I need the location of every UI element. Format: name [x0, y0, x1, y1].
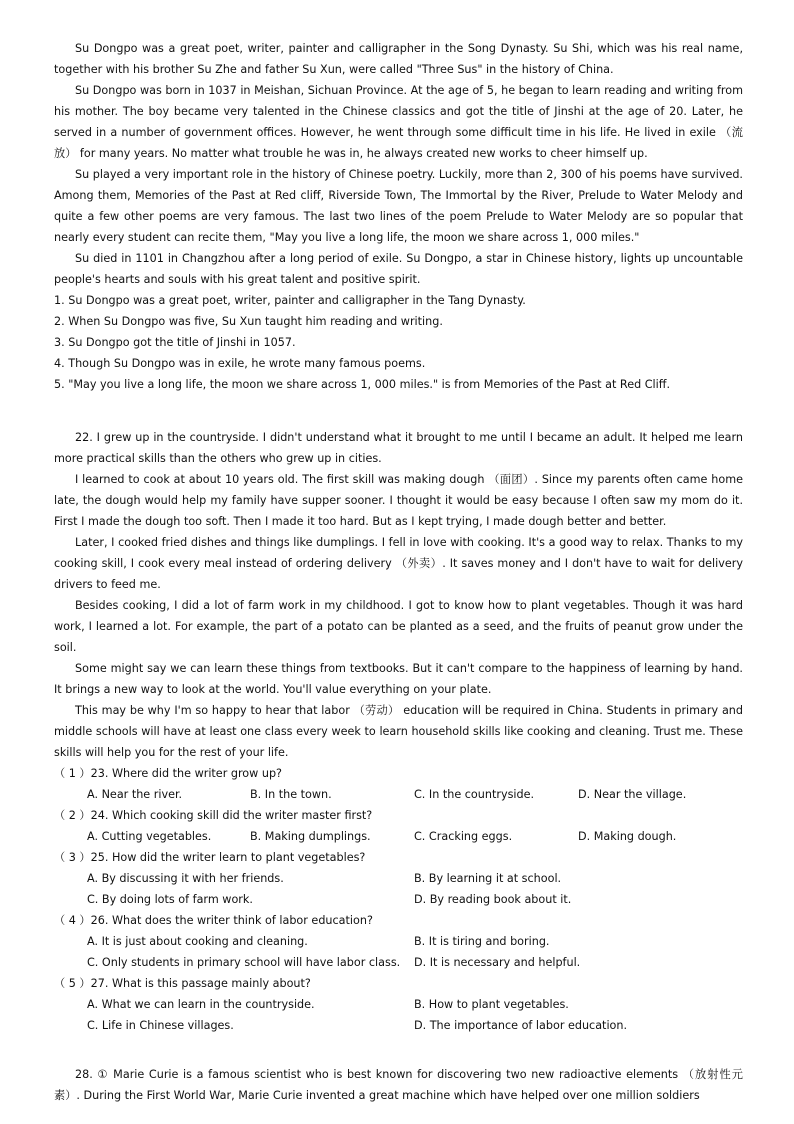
question: [54, 847, 743, 910]
options-row: [54, 826, 743, 847]
option-a[interactable]: A. It is just about cooking and cleaning.: [87, 935, 308, 948]
paragraph: I learned to cook at about 10 years old. The first skill was making dough （面团）. Since my parents often came home late, the dough would help my family have supper sooner. I thought it would be easy because I often saw my mom do it. First I made the dough too soft. Then I made it too hard. But as I kept trying, I made dough better and better.: [54, 473, 743, 528]
options-row: [54, 784, 743, 805]
option-d[interactable]: D. It is necessary and helpful.: [414, 956, 581, 969]
option-a[interactable]: A. Near the river.: [87, 788, 183, 801]
question: [54, 910, 743, 973]
paragraph: Su Dongpo was born in 1037 in Meishan, Sichuan Province. At the age of 5, he began to learn reading and writing from his mother. The boy became very talented in the Chinese classics and got the title of Jinshi at the age of 20. Later, he served in a number of government offices. However, he went through some difficult time in his life. He lived in exile （流放） for many years. No matter what trouble he was in, he always created new works to cheer himself up.: [54, 84, 743, 160]
question-stem: （ 3 ）25. How did the writer learn to plant vegetables?: [54, 851, 366, 864]
option-d[interactable]: D. Making dough.: [578, 830, 677, 843]
statement: 1. Su Dongpo was a great poet, writer, painter and calligrapher in the Tang Dynasty.: [54, 294, 526, 307]
option-d[interactable]: D. The importance of labor education.: [414, 1019, 628, 1032]
question: [54, 973, 743, 1036]
option-b[interactable]: B. By learning it at school.: [414, 872, 562, 885]
question: [54, 805, 743, 847]
option-b[interactable]: B. Making dumplings.: [250, 830, 371, 843]
paragraph: Some might say we can learn these things from textbooks. But it can't compare to the happiness of learning by hand. It brings a new way to look at the world. You'll value everything on your plate.: [54, 662, 743, 696]
question-stem: （ 4 ）26. What does the writer think of labor education?: [54, 914, 373, 927]
paragraph: Su died in 1101 in Changzhou after a long period of exile. Su Dongpo, a star in Chinese history, lights up uncountable people's hearts and souls with his great talent and positive spirit.: [54, 252, 743, 286]
passage-su-dongpo: [54, 38, 743, 395]
option-b[interactable]: B. It is tiring and boring.: [414, 935, 550, 948]
option-a[interactable]: A. Cutting vegetables.: [87, 830, 212, 843]
option-b[interactable]: B. In the town.: [250, 788, 332, 801]
statement: 3. Su Dongpo got the title of Jinshi in 1057.: [54, 336, 296, 349]
option-d[interactable]: D. Near the village.: [578, 788, 687, 801]
option-a[interactable]: A. What we can learn in the countryside.: [87, 998, 315, 1011]
passage-marie-curie: [54, 1064, 743, 1106]
options-row: [54, 868, 743, 889]
paragraph: Su played a very important role in the history of Chinese poetry. Luckily, more than 2, 300 of his poems have survived. Among them, Memories of the Past at Red cliff, Riverside Town, The Immortal by the River, Prelude to Water Melody and quite a few other poems are very famous. The last two lines of the poem Prelude to Water Melody are so popular that nearly every student can recite them, "May you live a long life, the moon we share across 1, 000 miles.": [54, 168, 743, 244]
options-row: [54, 931, 743, 952]
paragraph: Su Dongpo was a great poet, writer, painter and calligrapher in the Song Dynasty. Su Shi, which was his real name, together with his brother Su Zhe and father Su Xun, were called "Three Sus" in the history of China.: [54, 42, 743, 76]
option-c[interactable]: C. Only students in primary school will have labor class.: [87, 956, 401, 969]
question: [54, 763, 743, 805]
option-c[interactable]: C. By doing lots of farm work.: [87, 893, 253, 906]
paragraph: Besides cooking, I did a lot of farm work in my childhood. I got to know how to plant vegetables. Though it was hard work, I learned a lot. For example, the part of a potato can be planted as a seed, and the fruits of peanut grow under the soil.: [54, 599, 743, 654]
options-row: [54, 889, 743, 910]
paragraph: Later, I cooked fried dishes and things like dumplings. I fell in love with cooking. It's a good way to relax. Thanks to my cooking skill, I cook every meal instead of ordering delivery （外卖）. It saves money and I don't have to wait for delivery drivers to feed me.: [54, 536, 743, 591]
question-stem: （ 1 ）23. Where did the writer grow up?: [54, 767, 282, 780]
statement: 4. Though Su Dongpo was in exile, he wrote many famous poems.: [54, 357, 426, 370]
paragraph: 22. I grew up in the countryside. I didn't understand what it brought to me until I became an adult. It helped me learn more practical skills than the others who grew up in cities.: [54, 431, 743, 465]
question-stem: （ 5 ）27. What is this passage mainly about?: [54, 977, 311, 990]
option-c[interactable]: C. In the countryside.: [414, 788, 535, 801]
statement: 2. When Su Dongpo was five, Su Xun taught him reading and writing.: [54, 315, 443, 328]
option-a[interactable]: A. By discussing it with her friends.: [87, 872, 284, 885]
options-row: [54, 1015, 743, 1036]
question-stem: （ 2 ）24. Which cooking skill did the writer master first?: [54, 809, 373, 822]
option-c[interactable]: C. Cracking eggs.: [414, 830, 513, 843]
options-row: [54, 952, 743, 973]
option-c[interactable]: C. Life in Chinese villages.: [87, 1019, 234, 1032]
exam-page: [54, 38, 743, 1106]
statement: 5. "May you live a long life, the moon we share across 1, 000 miles." is from Memories of the Past at Red Cliff.: [54, 378, 671, 391]
paragraph: This may be why I'm so happy to hear that labor （劳动） education will be required in China. Students in primary and middle schools will have at least one class every week to learn household skills like cooking and cleaning. Trust me. These skills will help you for the rest of your life.: [54, 704, 743, 759]
options-row: [54, 994, 743, 1015]
option-d[interactable]: D. By reading book about it.: [414, 893, 572, 906]
paragraph: 28. ① Marie Curie is a famous scientist who is best known for discovering two new radioactive elements （放射性元素）. During the First World War, Marie Curie invented a great machine which have helped over one million soldiers: [54, 1068, 743, 1102]
option-b[interactable]: B. How to plant vegetables.: [414, 998, 569, 1011]
passage-countryside: [54, 427, 743, 1036]
